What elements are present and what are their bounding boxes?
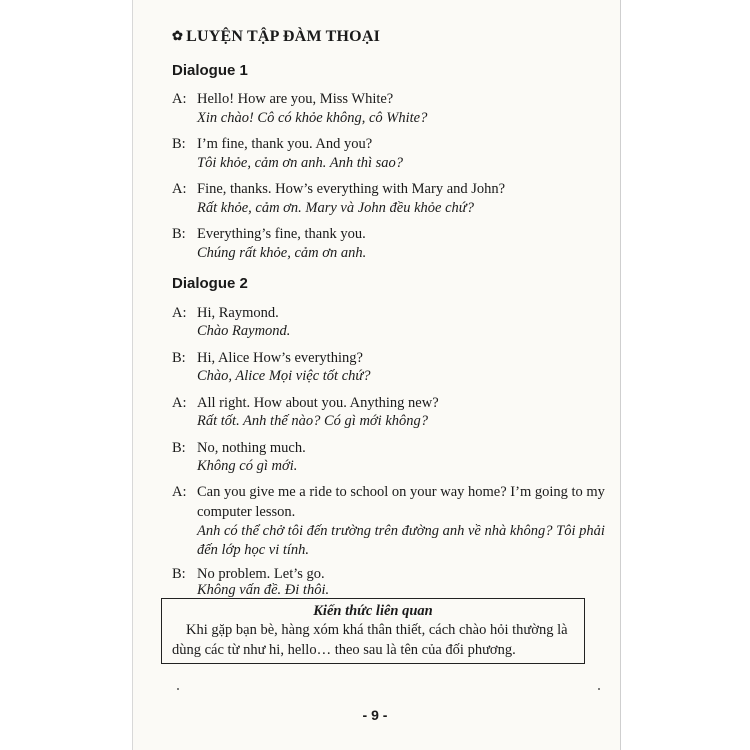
- english-text: Hi, Raymond.: [197, 305, 279, 321]
- note-box: [161, 598, 585, 664]
- vietnamese-text: Tôi khỏe, cảm ơn anh. Anh thì sao?: [197, 155, 404, 171]
- page-number: - 9 -: [362, 707, 388, 723]
- english-text: Everything’s fine, thank you.: [197, 226, 366, 242]
- section-heading: [172, 28, 380, 46]
- note-title: Kiến thức liên quan: [313, 603, 433, 619]
- dialogue-line: [172, 224, 612, 244]
- vietnamese-text: Rất tốt. Anh thế nào? Có gì mới không?: [197, 413, 429, 429]
- vietnamese-text: Chào Raymond.: [197, 323, 291, 339]
- dialogue-line: [172, 348, 612, 368]
- flower-icon: ✿: [172, 28, 184, 43]
- section-title: LUYỆN TẬP ĐÀM THOẠI: [186, 28, 380, 45]
- speaker-label: B:: [172, 440, 186, 456]
- dialogue-line: [172, 89, 612, 109]
- english-text: All right. How about you. Anything new?: [197, 395, 439, 411]
- dialogue-line: [172, 393, 612, 413]
- print-speck: [598, 688, 600, 690]
- note-text: Khi gặp bạn bè, hàng xóm khá thân thiết, cách chào hỏi thường là dùng các từ như hi, hello… theo sau là tên của đối phương.: [172, 622, 568, 658]
- dialogue-line: [172, 303, 612, 323]
- speaker-label: A:: [172, 181, 187, 197]
- english-text-continued: computer lesson.: [197, 504, 296, 520]
- dialogue-line: [172, 438, 612, 458]
- dialogue-line: [172, 179, 612, 199]
- speaker-label: B:: [172, 350, 186, 366]
- dialogue-title: Dialogue 2: [172, 275, 248, 292]
- dialogue-line: [172, 134, 612, 154]
- speaker-label: B:: [172, 226, 186, 242]
- print-speck: [177, 688, 179, 690]
- speaker-label: A:: [172, 484, 187, 500]
- vietnamese-text: Không vấn đề. Đi thôi.: [197, 582, 330, 598]
- speaker-label: A:: [172, 91, 187, 107]
- dialogue-title: Dialogue 1: [172, 62, 248, 79]
- english-text: Hello! How are you, Miss White?: [197, 91, 394, 107]
- english-text: Hi, Alice How’s everything?: [197, 350, 363, 366]
- vietnamese-text: Xin chào! Cô có khỏe không, cô White?: [197, 110, 428, 126]
- vietnamese-text: Rất khỏe, cảm ơn. Mary và John đều khỏe chứ?: [197, 200, 474, 216]
- speaker-label: A:: [172, 305, 187, 321]
- vietnamese-text: Anh có thể chở tôi đến trường trên đường anh về nhà không? Tôi phải: [197, 523, 605, 539]
- speaker-label: B:: [172, 136, 186, 152]
- english-text: Can you give me a ride to school on your way home? I’m going to my: [197, 484, 605, 500]
- english-text: Fine, thanks. How’s everything with Mary and John?: [197, 181, 506, 197]
- speaker-label: B:: [172, 566, 186, 582]
- dialogue-line: [172, 482, 612, 502]
- english-text: I’m fine, thank you. And you?: [197, 136, 373, 152]
- vietnamese-text: Không có gì mới.: [197, 458, 298, 474]
- vietnamese-text: Chào, Alice Mọi việc tốt chứ?: [197, 368, 371, 384]
- english-text: No problem. Let’s go.: [197, 566, 325, 582]
- vietnamese-text: Chúng rất khỏe, cảm ơn anh.: [197, 245, 367, 261]
- speaker-label: A:: [172, 395, 187, 411]
- english-text: No, nothing much.: [197, 440, 306, 456]
- vietnamese-text-continued: đến lớp học vi tính.: [197, 542, 310, 558]
